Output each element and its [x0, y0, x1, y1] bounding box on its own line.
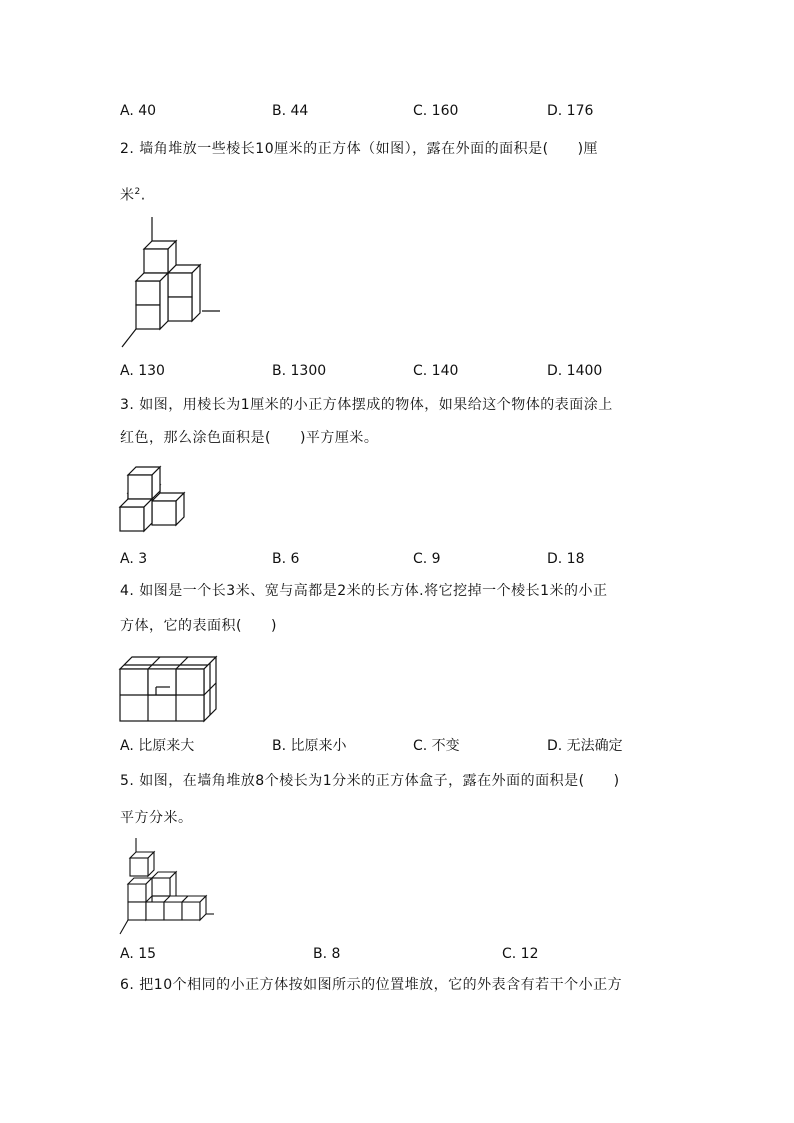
q2-unit-exponent: 2 — [134, 187, 141, 197]
q4-text-line1: 4. 如图是一个长3米、宽与高都是2米的长方体.将它挖掉一个棱长1米的小正 — [120, 583, 608, 599]
q1-option-c: C. 160 — [413, 103, 459, 119]
q3-option-c: C. 9 — [413, 551, 441, 567]
q4-figure-cuboid — [118, 653, 218, 725]
q2-option-d: D. 1400 — [547, 363, 603, 379]
q2-option-a: A. 130 — [120, 363, 165, 379]
q3-option-a: A. 3 — [120, 551, 148, 567]
q2-text-line1: 2. 墙角堆放一些棱长10厘米的正方体（如图），露在外面的面积是( )厘 — [120, 141, 599, 157]
q4-option-d: D. 无法确定 — [547, 738, 623, 754]
q5-option-a: A. 15 — [120, 946, 157, 962]
q3-text-line2: 红色，那么涂色面积是( )平方厘米。 — [120, 430, 379, 446]
q2-figure-corner-cubes — [120, 217, 230, 352]
q4-option-a: A. 比原来大 — [120, 738, 195, 754]
q5-option-c: C. 12 — [502, 946, 539, 962]
q3-text-line1: 3. 如图，用棱长为1厘米的小正方体摆成的物体，如果给这个物体的表面涂上 — [120, 397, 613, 413]
q4-option-c: C. 不变 — [413, 738, 460, 754]
q2-option-b: B. 1300 — [272, 363, 327, 379]
q5-text-line2: 平方分米。 — [120, 810, 193, 826]
q1-option-a: A. 40 — [120, 103, 157, 119]
q2-unit: 米 — [120, 187, 135, 204]
q6-text-line1: 6. 把10个相同的小正方体按如图所示的位置堆放，它的外表含有若干个小正方 — [120, 977, 623, 993]
q5-option-b: B. 8 — [313, 946, 341, 962]
q2-period: . — [140, 187, 146, 204]
q2-text-line2 — [120, 182, 146, 206]
q4-option-b: B. 比原来小 — [272, 738, 347, 754]
q3-option-d: D. 18 — [547, 551, 585, 567]
q5-figure-corner-cubes — [118, 838, 218, 938]
q5-text-line1: 5. 如图，在墙角堆放8个棱长为1分米的正方体盒子，露在外面的面积是( ) — [120, 773, 620, 789]
q3-figure-cubes — [118, 463, 193, 538]
q1-option-d: D. 176 — [547, 103, 594, 119]
q1-option-b: B. 44 — [272, 103, 309, 119]
q3-option-b: B. 6 — [272, 551, 300, 567]
q2-option-c: C. 140 — [413, 363, 459, 379]
q4-text-line2: 方体，它的表面积( ) — [120, 618, 277, 634]
